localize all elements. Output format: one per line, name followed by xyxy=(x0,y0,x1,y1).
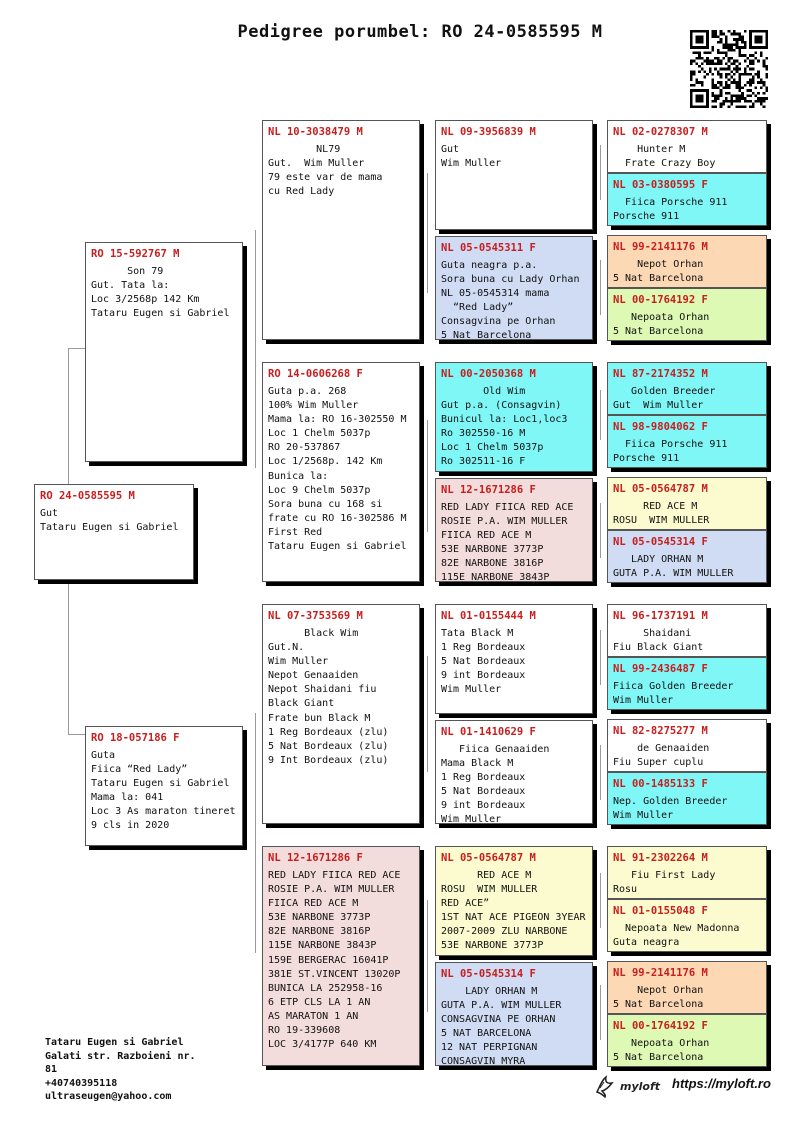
connector-line xyxy=(600,145,601,200)
note-line: Ro 302511-16 F xyxy=(441,456,526,468)
connector-line xyxy=(600,985,601,1040)
note-line: Black Wim xyxy=(268,628,359,639)
note-line: Loc 1 Chelm 5037p xyxy=(441,442,544,454)
note-line: Tataru Eugen si Gabriel xyxy=(91,308,230,320)
note-line: Gut. Tata la: xyxy=(91,280,170,292)
note-line: ROSIE P.A. WIM MULLER xyxy=(268,884,395,896)
connector-line xyxy=(427,900,428,1012)
ring-number: NL 05-0545311 F xyxy=(441,242,536,254)
pigeon-notes xyxy=(608,138,766,171)
note-line: Wim Muller xyxy=(441,684,502,696)
note-line: LADY ORHAN M xyxy=(613,554,704,565)
note-line: Porsche 911 xyxy=(613,453,680,465)
pigeon-notes xyxy=(608,191,766,224)
connector-line xyxy=(600,630,601,685)
note-line: Guta p.a. 268 xyxy=(268,386,347,397)
pigeon-notes xyxy=(263,138,419,199)
ring-number: NL 05-0564787 M xyxy=(613,483,708,495)
pigeon-notes xyxy=(86,260,242,321)
pedigree-card-ancestor[interactable] xyxy=(607,604,767,657)
note-line: Ro 302550-16 M xyxy=(441,428,526,440)
pedigree-card-subject[interactable] xyxy=(34,484,194,580)
pedigree-card-grandparent[interactable] xyxy=(262,604,420,824)
note-line: Gut.N. xyxy=(268,642,305,654)
ring-number: NL 00-1485133 F xyxy=(613,778,708,790)
pedigree-card-grandparent[interactable] xyxy=(262,846,420,1066)
note-line: Gut xyxy=(441,144,460,155)
note-line: RED LADY FIICA RED ACE xyxy=(441,502,574,513)
pigeon-notes xyxy=(436,380,592,470)
pigeon-notes xyxy=(608,917,766,950)
connector-line xyxy=(68,348,86,349)
connector-line xyxy=(600,390,601,440)
pigeon-notes xyxy=(608,306,766,339)
note-line: Loc 1/2568p. 142 Km xyxy=(268,456,383,468)
note-line: Nep. Golden Breeder xyxy=(613,796,728,807)
note-line: 53E NARBONE 3773P xyxy=(268,912,371,924)
note-line: Wim Muller xyxy=(613,810,674,822)
note-line: Loc 3 As maraton tineret xyxy=(91,806,236,818)
note-line: RED ACE M xyxy=(441,870,532,881)
connector-line xyxy=(600,745,601,800)
note-line: GUTA P.A. WIM MULLER xyxy=(441,1000,562,1012)
note-line: Gut xyxy=(40,508,59,519)
note-line: 53E NARBONE 3773P xyxy=(441,940,544,952)
ring-number: NL 01-1410629 F xyxy=(441,726,536,738)
note-line: 5 Nat Bordeaux xyxy=(441,656,526,668)
note-line: 1 Reg Bordeaux (zlu) xyxy=(268,726,389,738)
note-line: Son 79 xyxy=(91,266,164,277)
note-line: RO 20-537867 xyxy=(268,442,341,454)
note-line: Shaidani xyxy=(613,628,692,639)
note-line: Tataru Eugen si Gabriel xyxy=(91,778,230,790)
pedigree-card-great-grandparent[interactable] xyxy=(435,478,593,582)
pigeon-notes xyxy=(263,622,419,768)
pedigree-card-ancestor[interactable] xyxy=(607,477,767,530)
pedigree-card-ancestor[interactable] xyxy=(607,235,767,288)
pedigree-card-dam[interactable] xyxy=(85,726,243,846)
owner-email: ultraseugen@yahoo.com xyxy=(45,1091,172,1102)
connector-line xyxy=(427,420,428,532)
note-line: Nepot Shaidani fiu xyxy=(268,684,377,696)
note-line: 9 cls in 2020 xyxy=(91,820,170,832)
note-line: Fiu Black Giant xyxy=(613,642,704,654)
connector-line xyxy=(255,230,256,468)
ring-number: NL 03-0380595 F xyxy=(613,179,708,191)
pigeon-notes xyxy=(608,979,766,1012)
pigeon-notes xyxy=(436,138,592,171)
note-line: RO 19-339608 xyxy=(268,1025,341,1037)
note-line: 5 Nat Barcelona xyxy=(613,326,704,338)
pigeon-notes xyxy=(35,502,193,535)
ring-number: NL 01-0155444 M xyxy=(441,610,536,622)
pedigree-card-ancestor[interactable] xyxy=(607,173,767,226)
note-line: GUTA P.A. WIM MULLER xyxy=(613,568,734,580)
note-line: RED ACE” xyxy=(441,898,490,910)
note-line: ROSIE P.A. WIM MULLER xyxy=(441,516,568,528)
note-line: 5 Nat Barcelona xyxy=(613,1052,704,1064)
ring-number: NL 00-1764192 F xyxy=(613,1020,708,1032)
ring-number: NL 05-0564787 M xyxy=(441,852,536,864)
pigeon-notes xyxy=(86,744,242,834)
note-line: ROSU WIM MULLER xyxy=(441,884,538,896)
ring-number: NL 87-2174352 M xyxy=(613,368,708,380)
note-line: Loc 9 Chelm 5037p xyxy=(268,484,371,496)
note-line: Fiica Golden Breeder xyxy=(613,681,734,692)
note-line: 115E NARBONE 3843P xyxy=(441,572,550,582)
pigeon-notes xyxy=(436,980,592,1066)
ring-number: NL 07-3753569 M xyxy=(268,610,363,622)
note-line: Mama Black M xyxy=(441,758,514,770)
ring-number: NL 12-1671286 F xyxy=(441,484,536,496)
note-line: Rosu xyxy=(613,884,638,896)
website-link[interactable]: https://myloft.ro xyxy=(672,1076,771,1091)
note-line: Mama la: RO 16-302550 M xyxy=(268,414,407,426)
pedigree-card-great-grandparent[interactable] xyxy=(435,604,593,714)
note-line: Bunica la: xyxy=(268,470,329,482)
note-line: Wim Muller xyxy=(441,814,502,824)
note-line: Consagvina pe Orhan xyxy=(441,316,556,328)
note-line: cu Red Lady xyxy=(268,186,335,198)
pedigree-card-ancestor[interactable] xyxy=(607,719,767,772)
ring-number: NL 91-2302264 M xyxy=(613,852,708,864)
connector-line xyxy=(427,173,428,293)
note-line: Guta neagra p.a. xyxy=(441,260,538,271)
pedigree-card-ancestor[interactable] xyxy=(607,530,767,583)
note-line: Sora buna cu Lady Orhan xyxy=(441,274,580,286)
connector-line xyxy=(427,656,428,772)
note-line: 9 int Bordeaux xyxy=(441,670,526,682)
pedigree-card-great-grandparent[interactable] xyxy=(435,362,593,472)
note-line: 5 Nat Bordeaux xyxy=(441,786,526,798)
pigeon-notes xyxy=(436,622,592,697)
ring-number: NL 12-1671286 F xyxy=(268,852,363,864)
pigeon-notes xyxy=(608,253,766,286)
note-line: NL79 xyxy=(268,144,341,155)
ring-number: RO 18-057186 F xyxy=(91,732,180,744)
note-line: 9 int Bordeaux xyxy=(441,800,526,812)
pigeon-notes xyxy=(436,254,592,340)
note-line: Sora buna cu 168 si xyxy=(268,498,383,510)
note-line: Nepoata Orhan xyxy=(613,312,710,323)
pigeon-notes xyxy=(436,738,592,824)
note-line: First Red xyxy=(268,526,323,538)
owner-contact-block xyxy=(45,1036,196,1104)
note-line: 79 este var de mama xyxy=(268,172,383,184)
note-line: FIICA RED ACE M xyxy=(441,530,532,542)
connector-line xyxy=(600,503,601,558)
ring-number: NL 10-3038479 M xyxy=(268,126,363,138)
pedigree-card-ancestor[interactable] xyxy=(607,657,767,710)
note-line: 5 Nat Barcelona xyxy=(613,273,704,285)
note-line: RED ACE M xyxy=(613,501,698,512)
ring-number: NL 99-2141176 M xyxy=(613,241,708,253)
note-line: Tataru Eugen si Gabriel xyxy=(40,522,179,534)
connector-line xyxy=(600,873,601,928)
ring-number: NL 09-3956839 M xyxy=(441,126,536,138)
note-line: Black Giant xyxy=(268,698,335,710)
note-line: CONSAGVIN MYRA xyxy=(441,1056,526,1066)
pedigree-card-ancestor[interactable] xyxy=(607,288,767,341)
note-line: 12 NAT PERPIGNAN xyxy=(441,1042,538,1054)
ring-number: NL 05-0545314 F xyxy=(613,536,708,548)
note-line: FIICA RED ACE M xyxy=(268,898,359,910)
pedigree-card-ancestor[interactable] xyxy=(607,899,767,952)
pigeon-notes xyxy=(608,495,766,528)
pedigree-card-grandparent[interactable] xyxy=(262,120,420,340)
pedigree-card-ancestor[interactable] xyxy=(607,772,767,825)
note-line: RED LADY FIICA RED ACE xyxy=(268,870,401,881)
note-line: 1 Reg Bordeaux xyxy=(441,642,526,654)
pedigree-card-grandparent[interactable] xyxy=(262,362,420,582)
pigeon-notes xyxy=(608,790,766,823)
pedigree-card-ancestor[interactable] xyxy=(607,415,767,468)
pedigree-card-ancestor[interactable] xyxy=(607,961,767,1014)
owner-address-number: 81 xyxy=(45,1064,58,1075)
pigeon-notes xyxy=(608,433,766,466)
ring-number: NL 05-0545314 F xyxy=(441,968,536,980)
note-line: Old Wim xyxy=(441,386,526,397)
ring-number: NL 99-2141176 M xyxy=(613,967,708,979)
note-line: Mama la: 041 xyxy=(91,792,164,804)
ring-number: RO 24-0585595 M xyxy=(40,490,135,502)
pigeon-notes xyxy=(608,548,766,581)
note-line: Fiu First Lady xyxy=(613,870,716,881)
note-line: 2007-2009 ZLU NARBONE xyxy=(441,926,568,938)
note-line: AS MARATON 1 AN xyxy=(268,1010,359,1022)
note-line: Nepoata Orhan xyxy=(613,1038,710,1049)
connector-line xyxy=(255,713,256,953)
pedigree-card-ancestor[interactable] xyxy=(607,362,767,415)
page-title: Pedigree porumbel: RO 24-0585595 M xyxy=(237,22,603,42)
bird-logo-icon xyxy=(594,1074,616,1098)
note-line: 82E NARBONE 3816P xyxy=(441,558,544,570)
pedigree-card-great-grandparent[interactable] xyxy=(435,236,593,340)
note-line: Golden Breeder xyxy=(613,386,716,397)
note-line: Frate bun Black M xyxy=(268,712,371,724)
ring-number: NL 00-1764192 F xyxy=(613,294,708,306)
note-line: Gut. Wim Muller xyxy=(268,158,365,170)
note-line: 6 ETP CLS LA 1 AN xyxy=(268,996,371,1008)
note-line: Hunter M xyxy=(613,144,686,155)
pigeon-notes xyxy=(263,864,419,1052)
note-line: NL 05-0545314 mama xyxy=(441,288,550,300)
note-line: 381E ST.VINCENT 13020P xyxy=(268,968,401,980)
note-line: CONSAGVINA PE ORHAN xyxy=(441,1014,556,1026)
note-line: 5 Nat Bordeaux (zlu) xyxy=(268,740,389,752)
note-line: Fiica Genaaiden xyxy=(441,744,550,755)
pigeon-notes xyxy=(608,675,766,708)
note-line: Fiica Porsche 911 xyxy=(613,197,728,208)
note-line: 5 Nat Barcelona xyxy=(441,330,532,340)
pigeon-notes xyxy=(608,1032,766,1065)
owner-name: Tataru Eugen si Gabriel xyxy=(45,1037,184,1048)
note-line: 100% Wim Muller xyxy=(268,400,359,412)
note-line: Porsche 911 xyxy=(613,211,680,223)
note-line: BUNICA LA 252958-16 xyxy=(268,982,383,994)
ring-number: RO 15-592767 M xyxy=(91,248,180,260)
note-line: Loc 3/2568p 142 Km xyxy=(91,294,200,306)
pedigree-card-ancestor[interactable] xyxy=(607,1014,767,1067)
pigeon-notes xyxy=(608,622,766,655)
note-line: 53E NARBONE 3773P xyxy=(441,544,544,556)
owner-phone: +40740395118 xyxy=(45,1077,118,1089)
pigeon-notes xyxy=(436,864,592,954)
connector-line xyxy=(600,260,601,315)
note-line: Nepoata New Madonna xyxy=(613,923,740,934)
note-line: Wim Muller xyxy=(441,158,502,170)
note-line: Guta neagra xyxy=(613,937,680,949)
pedigree-card-ancestor[interactable] xyxy=(607,846,767,899)
pedigree-card-great-grandparent[interactable] xyxy=(435,962,593,1066)
pigeon-notes xyxy=(608,380,766,413)
note-line: 82E NARBONE 3816P xyxy=(268,926,371,938)
pedigree-card-great-grandparent[interactable] xyxy=(435,720,593,824)
pedigree-card-great-grandparent[interactable] xyxy=(435,120,593,230)
note-line: 5 Nat Barcelona xyxy=(613,999,704,1011)
note-line: Nepot Orhan xyxy=(613,259,704,270)
ring-number: RO 14-0606268 F xyxy=(268,368,363,380)
note-line: Fiica Porsche 911 xyxy=(613,439,728,450)
pigeon-notes xyxy=(608,737,766,770)
ring-number: NL 02-0278307 M xyxy=(613,126,708,138)
connector-line xyxy=(68,734,86,735)
pigeon-notes xyxy=(436,496,592,582)
pedigree-card-great-grandparent[interactable] xyxy=(435,846,593,956)
note-line: Guta xyxy=(91,750,116,761)
note-line: Tata Black M xyxy=(441,628,514,639)
note-line: Wim Muller xyxy=(613,695,674,707)
note-line: 9 Int Bordeaux (zlu) xyxy=(268,754,389,766)
qr-code-icon xyxy=(690,30,768,108)
ring-number: NL 99-2436487 F xyxy=(613,663,708,675)
note-line: LOC 3/4177P 640 KM xyxy=(268,1039,377,1051)
note-line: “Red Lady” xyxy=(441,302,514,314)
note-line: 1 Reg Bordeaux xyxy=(441,772,526,784)
note-line: 5 NAT BARCELONA xyxy=(441,1028,532,1040)
note-line: LADY ORHAN M xyxy=(441,986,538,997)
ring-number: NL 82-8275277 M xyxy=(613,725,708,737)
ring-number: NL 96-1737191 M xyxy=(613,610,708,622)
note-line: 115E NARBONE 3843P xyxy=(268,940,377,952)
note-line: Nepot Genaaiden xyxy=(268,670,359,682)
note-line: Frate Crazy Boy xyxy=(613,158,716,170)
ring-number: NL 01-0155048 F xyxy=(613,905,708,917)
brand-logo[interactable] xyxy=(594,1074,660,1098)
note-line: Loc 1 Chelm 5037p xyxy=(268,428,371,440)
note-line: ROSU WIM MULLER xyxy=(613,515,710,527)
note-line: Gut Wim Muller xyxy=(613,400,704,412)
note-line: Fiica “Red Lady” xyxy=(91,764,188,776)
brand-logo-text: myloft xyxy=(620,1079,661,1093)
ring-number: NL 98-9804062 F xyxy=(613,421,708,433)
note-line: de Genaaiden xyxy=(613,743,710,754)
note-line: Bunicul la: Loc1,loc3 xyxy=(441,414,568,426)
note-line: Wim Muller xyxy=(268,656,329,668)
note-line: frate cu RO 16-302586 M xyxy=(268,512,407,524)
pigeon-notes xyxy=(608,864,766,897)
note-line: 1ST NAT ACE PIGEON 3YEAR xyxy=(441,912,586,924)
ring-number: NL 00-2050368 M xyxy=(441,368,536,380)
note-line: Fiu Super cuplu xyxy=(613,757,704,769)
pedigree-card-ancestor[interactable] xyxy=(607,120,767,173)
note-line: Nepot Orhan xyxy=(613,985,704,996)
pigeon-notes xyxy=(263,380,419,554)
pedigree-card-sire[interactable] xyxy=(85,242,243,462)
note-line: Gut p.a. (Consagvin) xyxy=(441,400,562,412)
note-line: 159E BERGERAC 16041P xyxy=(268,954,389,966)
note-line: Tataru Eugen si Gabriel xyxy=(268,541,407,553)
owner-address: Galati str. Razboieni nr. xyxy=(45,1050,196,1062)
